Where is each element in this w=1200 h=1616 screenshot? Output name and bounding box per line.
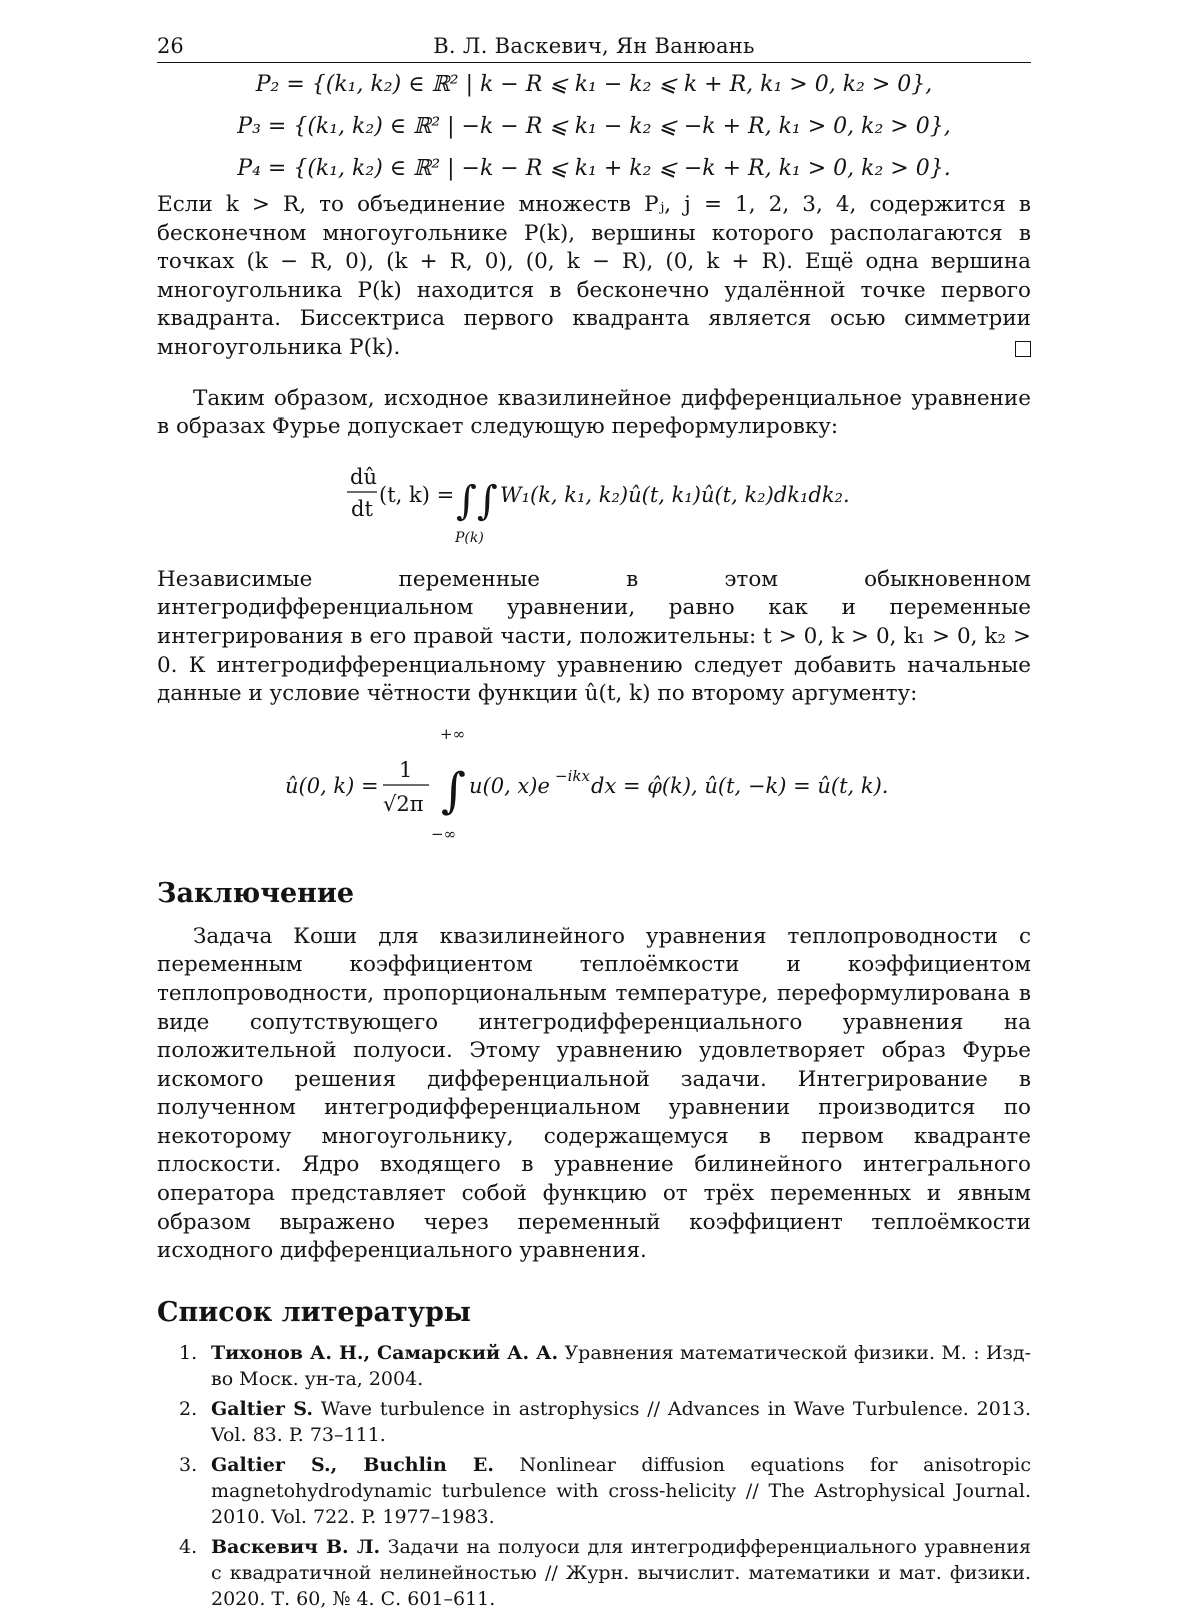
eq2-exponent: −ikx bbox=[555, 767, 590, 785]
paragraph-variables: Независимые переменные в этом обыкновенном интегродифференциальном уравнении, равно как и переменные интегрирования в его правой части, положительны: t > 0, k > 0, k₁ > 0, k₂ > 0. К интегродифференциальному уравнению следует добавить начальные данные и условие чётности функции û(t, k) по второму аргументу: bbox=[157, 566, 1031, 709]
reference-number: 1. bbox=[179, 1340, 197, 1366]
equation-1-svg bbox=[157, 442, 1031, 554]
references-heading: Список литературы bbox=[157, 1296, 1031, 1330]
paragraph-reformulation: Таким образом, исходное квазилинейное дифференциальное уравнение в образах Фурье допускает следующую переформулировку: bbox=[157, 385, 1031, 442]
eq2-rest: dx = φ̂(k), û(t, −k) = û(t, k). bbox=[591, 774, 888, 798]
reference-number: 4. bbox=[179, 1534, 197, 1560]
integral-sign: ∫ bbox=[441, 763, 466, 819]
eq1-lhs-numerator: dû bbox=[350, 465, 377, 489]
eq1-integral-domain: P(k) bbox=[454, 530, 484, 546]
eq2-lhs: û(0, k) = bbox=[285, 774, 379, 798]
set-p4-equation: P₄ = {(k₁, k₂) ∈ ℝ² | −k − R ⩽ k₁ + k₂ ⩽ −k + R, k₁ > 0, k₂ > 0}. bbox=[157, 149, 1031, 189]
reference-number: 2. bbox=[179, 1396, 197, 1422]
reference-item bbox=[157, 1534, 1031, 1612]
reference-item bbox=[157, 1452, 1031, 1530]
set-definitions bbox=[157, 65, 1031, 191]
reference-authors: Васкевич В. Л. bbox=[211, 1536, 380, 1558]
equation-2-svg bbox=[157, 717, 1031, 849]
eq2-lower-limit: −∞ bbox=[431, 825, 456, 843]
reference-text: Wave turbulence in astrophysics // Advances in Wave Turbulence. 2013. Vol. 83. P. 73–111. bbox=[211, 1398, 1031, 1446]
reference-text: Задачи на полуоси для интегродифференциального уравнения с квадратичной нелинейностью // Журн. вычислит. математики и мат. физики. 2020. Т. 60, № 4. С. 601–611. bbox=[211, 1536, 1031, 1610]
paragraph-polygon-text: Если k > R, то объединение множеств Pⱼ, j = 1, 2, 3, 4, содержится в бесконечном многоугольнике P(k), вершины которого располагаются в точках (k − R, 0), (k + R, 0), (0, k − R), (0, k + R). Ещё одна вершина многоугольника P(k) находится в бесконечно удалённой точке первого квадранта. Биссектриса первого квадранта является осью симметрии многоугольника P(k). bbox=[157, 192, 1031, 360]
qed-mark bbox=[1015, 341, 1031, 357]
equation-integro-differential bbox=[157, 442, 1031, 554]
eq2-upper-limit: +∞ bbox=[440, 725, 465, 743]
eq2-frac-denominator: √2π bbox=[383, 792, 424, 816]
eq1-rhs: W₁(k, k₁, k₂)û(t, k₁)û(t, k₂)dk₁dk₂. bbox=[500, 483, 850, 507]
running-authors: В. Л. Васкевич, Ян Ванюань bbox=[157, 32, 1031, 60]
set-p3-equation: P₃ = {(k₁, k₂) ∈ ℝ² | −k − R ⩽ k₁ − k₂ ⩽ −k + R, k₁ > 0, k₂ > 0}, bbox=[157, 107, 1031, 147]
eq2-integrand: u(0, x)e bbox=[469, 774, 550, 798]
running-header bbox=[157, 32, 1031, 63]
conclusion-text: Задача Коши для квазилинейного уравнения теплопроводности с переменным коэффициентом теплоёмкости и коэффициентом теплопроводности, пропорциональным температуре, переформулирована в виде сопутствующего интегродифференциального уравнения на положительной полуоси. Этому уравнению удовлетворяет образ Фурье искомого решения дифференциальной задачи. Интегрирование в полученном интегродифференциальном уравнении производится по некоторому многоугольнику, содержащемуся в первом квадранте плоскости. Ядро входящего в уравнение билинейного интегрального оператора представляет собой функцию от трёх переменных и явным образом выражено через переменный коэффициент теплоёмкости исходного дифференциального уравнения. bbox=[157, 923, 1031, 1266]
reference-authors: Тихонов А. Н., Самарский А. А. bbox=[211, 1342, 558, 1364]
reference-number: 3. bbox=[179, 1452, 197, 1478]
paragraph-polygon bbox=[157, 191, 1031, 363]
eq1-lhs-args: (t, k) = bbox=[379, 483, 454, 507]
set-p2-equation: P₂ = {(k₁, k₂) ∈ ℝ² | k − R ⩽ k₁ − k₂ ⩽ k + R, k₁ > 0, k₂ > 0}, bbox=[157, 65, 1031, 105]
reference-text: Nonlinear diffusion equations for anisotropic magnetohydrodynamic turbulence with cross-helicity // The Astrophysical Journal. 2010. Vol. 722. P. 1977–1983. bbox=[211, 1454, 1031, 1528]
page bbox=[157, 32, 1031, 1616]
conclusion-heading: Заключение bbox=[157, 877, 1031, 911]
double-integral-sign: ∫∫ bbox=[456, 478, 498, 524]
equation-initial-data bbox=[157, 717, 1031, 849]
reference-item bbox=[157, 1396, 1031, 1448]
reference-item bbox=[157, 1340, 1031, 1392]
reference-authors: Galtier S., Buchlin E. bbox=[211, 1454, 494, 1476]
eq1-lhs-denominator: dt bbox=[351, 497, 373, 521]
eq2-frac-numerator: 1 bbox=[399, 758, 412, 782]
reference-text: Уравнения математической физики. М. : Изд-во Моск. ун-та, 2004. bbox=[211, 1342, 1031, 1390]
reference-authors: Galtier S. bbox=[211, 1398, 313, 1420]
references-list bbox=[157, 1340, 1031, 1612]
page-number: 26 bbox=[157, 32, 184, 60]
